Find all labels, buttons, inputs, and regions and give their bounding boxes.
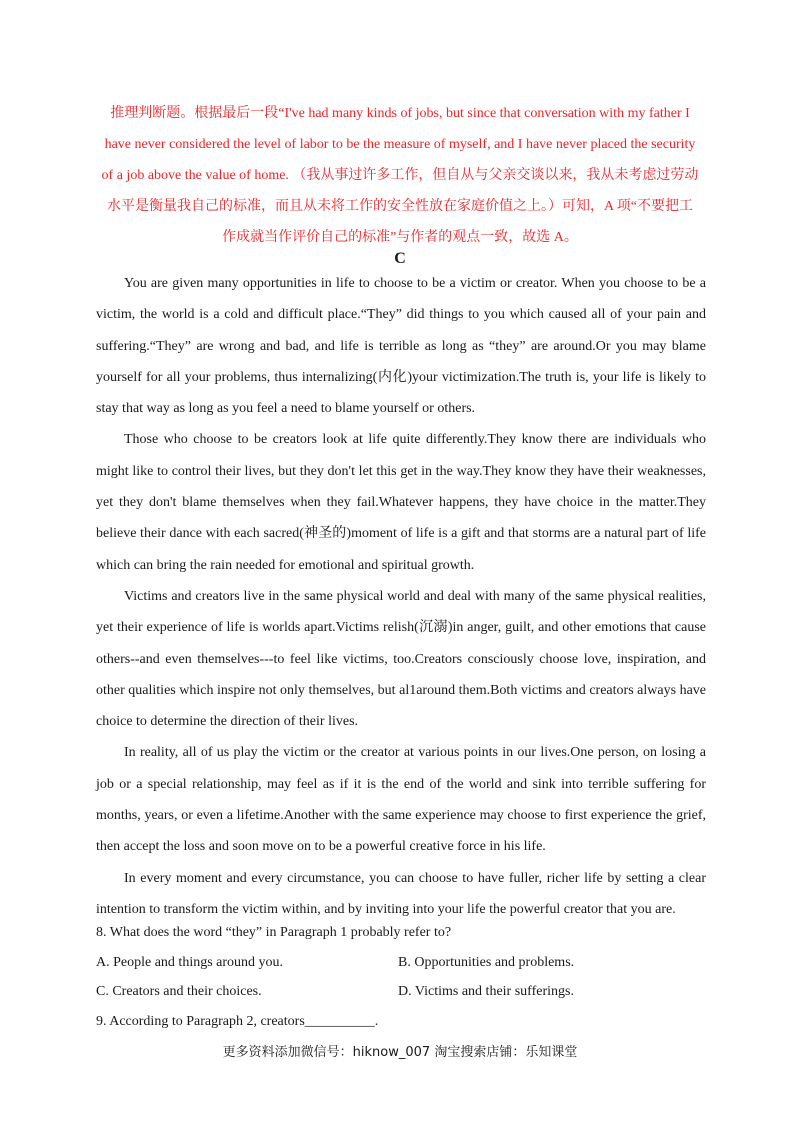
analysis-line: have never considered the level of labor to be the measure of myself, and I have never placed the security — [104, 137, 696, 152]
analysis-line: 作成就当作评价自己的标准”与作者的观点一致，故选 A。 — [222, 230, 578, 245]
analysis-line: 推理判断题。根据最后一段“I've had many kinds of jobs, but since that conversation with my father I — [110, 106, 690, 121]
passage-paragraph-5: In every moment and every circumstance, you can choose to have fuller, richer life by setting a clear intention to transform the victim within, and by inviting into your life the powerful creator that you are. — [96, 870, 706, 917]
passage-paragraph-3: Victims and creators live in the same physical world and deal with many of the same physical realities, yet their experience of life is worlds apart.Victims relish(沉溺)in anger, guilt, and other emotions that cause others--and even themselves---to feel like victims, too.Creators consciously choose love, inspiration, and other qualities which inspire not only themselves, but al1around them.Both victims and creators always have choice to determine the direction of their lives. — [96, 588, 706, 730]
option-d: D. Victims and their sufferings. — [398, 984, 574, 999]
questions — [96, 918, 706, 1036]
passage-paragraph-2: Those who choose to be creators look at life quite differently.They know there are individuals who might like to control their lives, but they don't let this get in the way.They know they have their weaknesses, yet they don't blame themselves when they fail.Whatever happens, they have choice in the matter.They believe their dance with each sacred(神圣的)moment of life is a gift and that storms are a natural part of life which can bring the rain needed for emotional and spiritual growth. — [96, 432, 706, 573]
passage-paragraph-4: In reality, all of us play the victim or the creator at various points in our lives.One person, on losing a job or a special relationship, may feel as if it is the end of the world and sink into terrible suffering for months, years, or even a lifetime.Another with the same experience may choose to first experience the grief, then accept the loss and soon move on to be a powerful creative force in his life. — [96, 745, 706, 855]
analysis-line: of a job above the value of home. （我从事过许多工作，但自从与父亲交谈以来，我从未考虑过劳动 — [101, 168, 699, 183]
section-heading: C — [394, 250, 406, 267]
option-c: C. Creators and their choices. — [96, 984, 262, 999]
question-9-stem: 9. According to Paragraph 2, creators__________. — [96, 1013, 379, 1029]
option-a: A. People and things around you. — [96, 954, 284, 970]
answer-analysis — [92, 98, 708, 253]
question-8-options-row-2 — [96, 977, 706, 1007]
page-footer: 更多资料添加微信号：hiknow_007 淘宝搜索店铺：乐知课堂 — [222, 1045, 578, 1060]
question-8-options-row-1 — [96, 948, 706, 978]
passage-paragraph-1: You are given many opportunities in life to choose to be a victim or creator. When you choose to be a victim, the world is a cold and difficult place.“They” did things to you which caused all of your pain and suffering.“They” are wrong and bad, and life is terrible as long as “they” are around.Or you may blame yourself for all your problems, thus internalizing(内化)your victimization.The truth is, your life is likely to stay that way as long as you feel a need to blame yourself or others. — [96, 276, 706, 417]
analysis-line: 水平是衡量我自己的标准，而且从未将工作的安全性放在家庭价值之上。）可知，A 项“不要把工 — [106, 199, 694, 214]
option-b: B. Opportunities and problems. — [398, 954, 575, 970]
reading-passage — [96, 268, 706, 925]
question-8-stem: 8. What does the word “they” in Paragraph 1 probably refer to? — [96, 925, 452, 940]
